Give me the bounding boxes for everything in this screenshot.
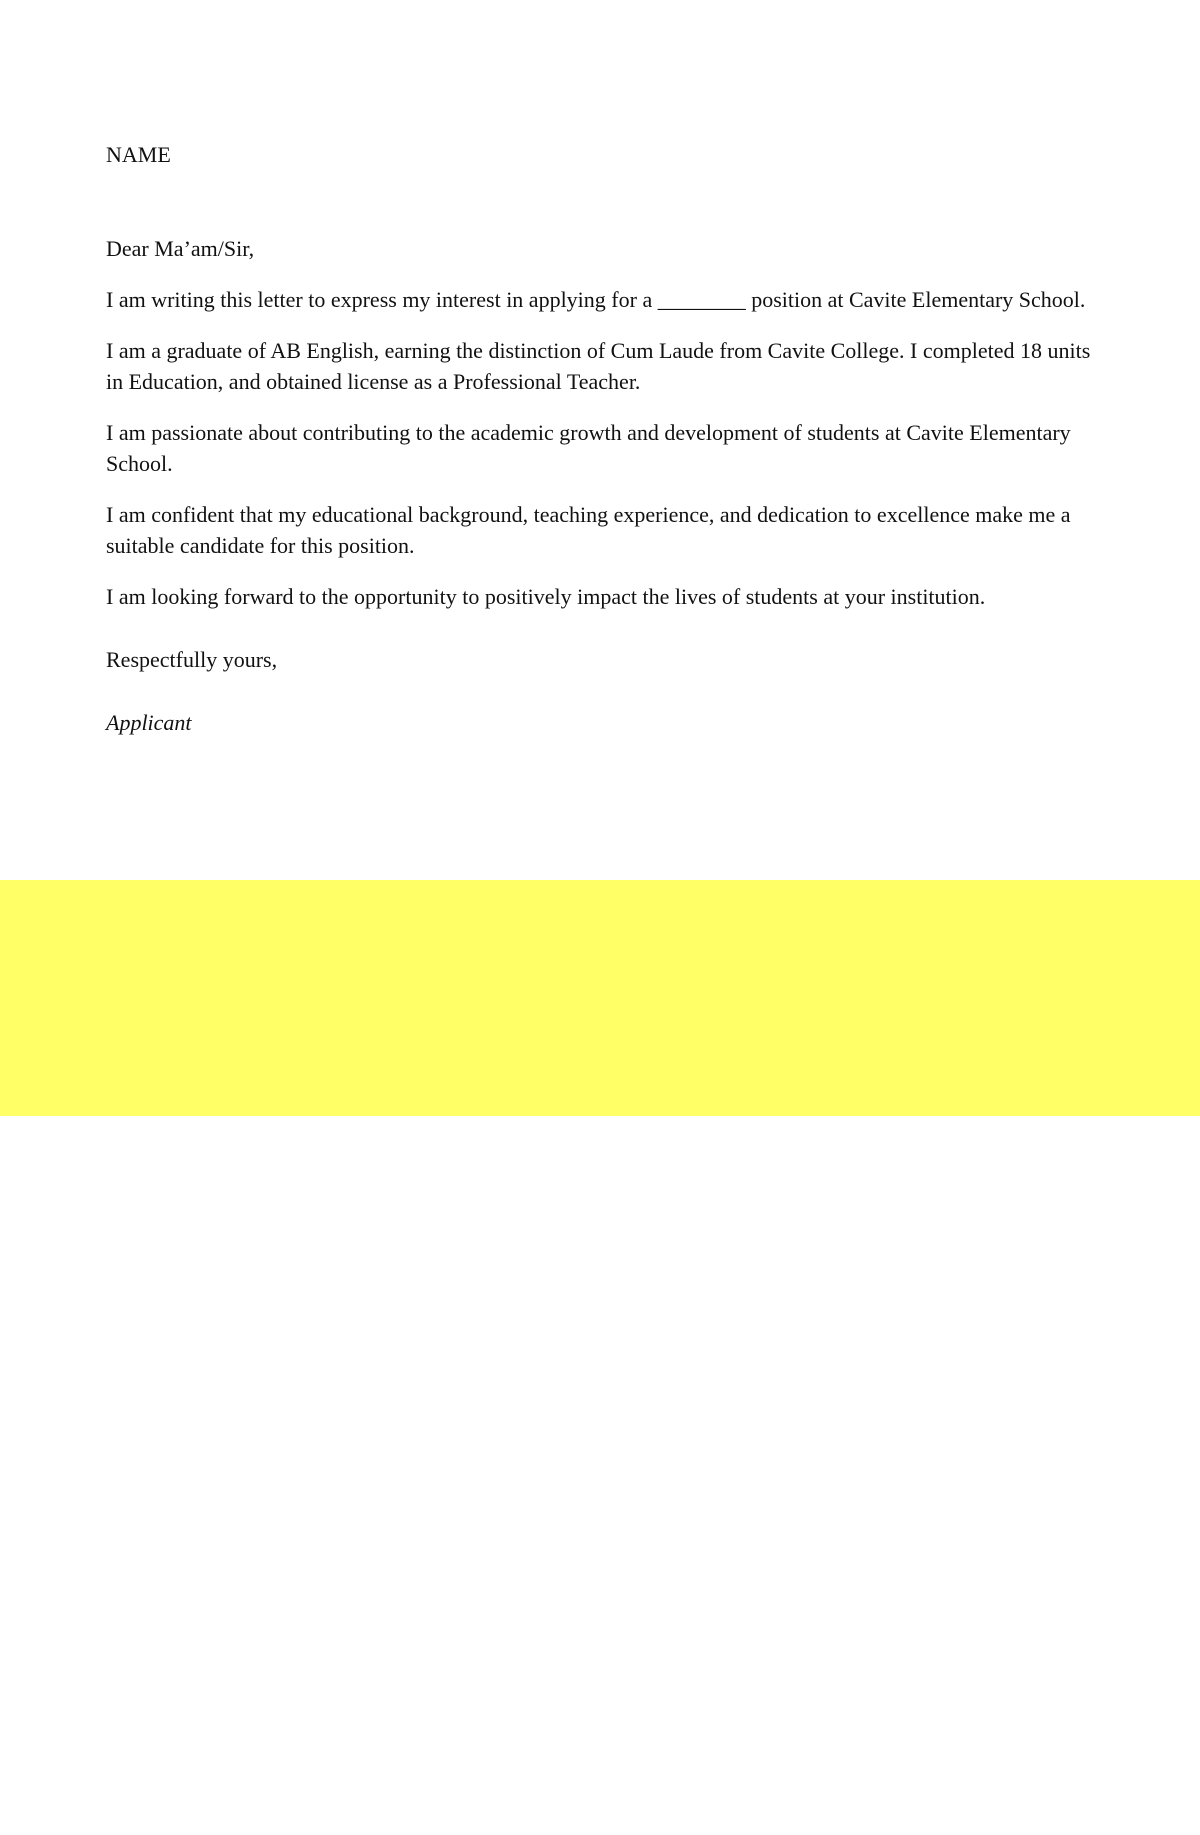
body-paragraph-2: I am a graduate of AB English, earning the distinction of Cum Laude from Cavite College. I completed 18 units in Education, and obtained license as a Professional Teacher. — [106, 338, 1091, 394]
salutation: Dear Ma’am/Sir, — [106, 236, 255, 261]
body-paragraph-4: I am confident that my educational background, teaching experience, and dedication to excellence make me a suitable candidate for this position. — [106, 502, 1071, 558]
closing: Respectfully yours, — [106, 647, 278, 672]
body-paragraph-1: I am writing this letter to express my interest in applying for a ________ position at Cavite Elementary School. — [106, 287, 1086, 312]
body-paragraph-3: I am passionate about contributing to the academic growth and development of students at Cavite Elementary School. — [106, 420, 1071, 476]
signature: Applicant — [106, 710, 192, 735]
highlight-band — [0, 880, 1200, 1116]
applicant-name-heading: NAME — [106, 142, 171, 167]
body-paragraph-5: I am looking forward to the opportunity to positively impact the lives of students at your institution. — [106, 584, 986, 609]
cover-letter — [106, 139, 1101, 738]
